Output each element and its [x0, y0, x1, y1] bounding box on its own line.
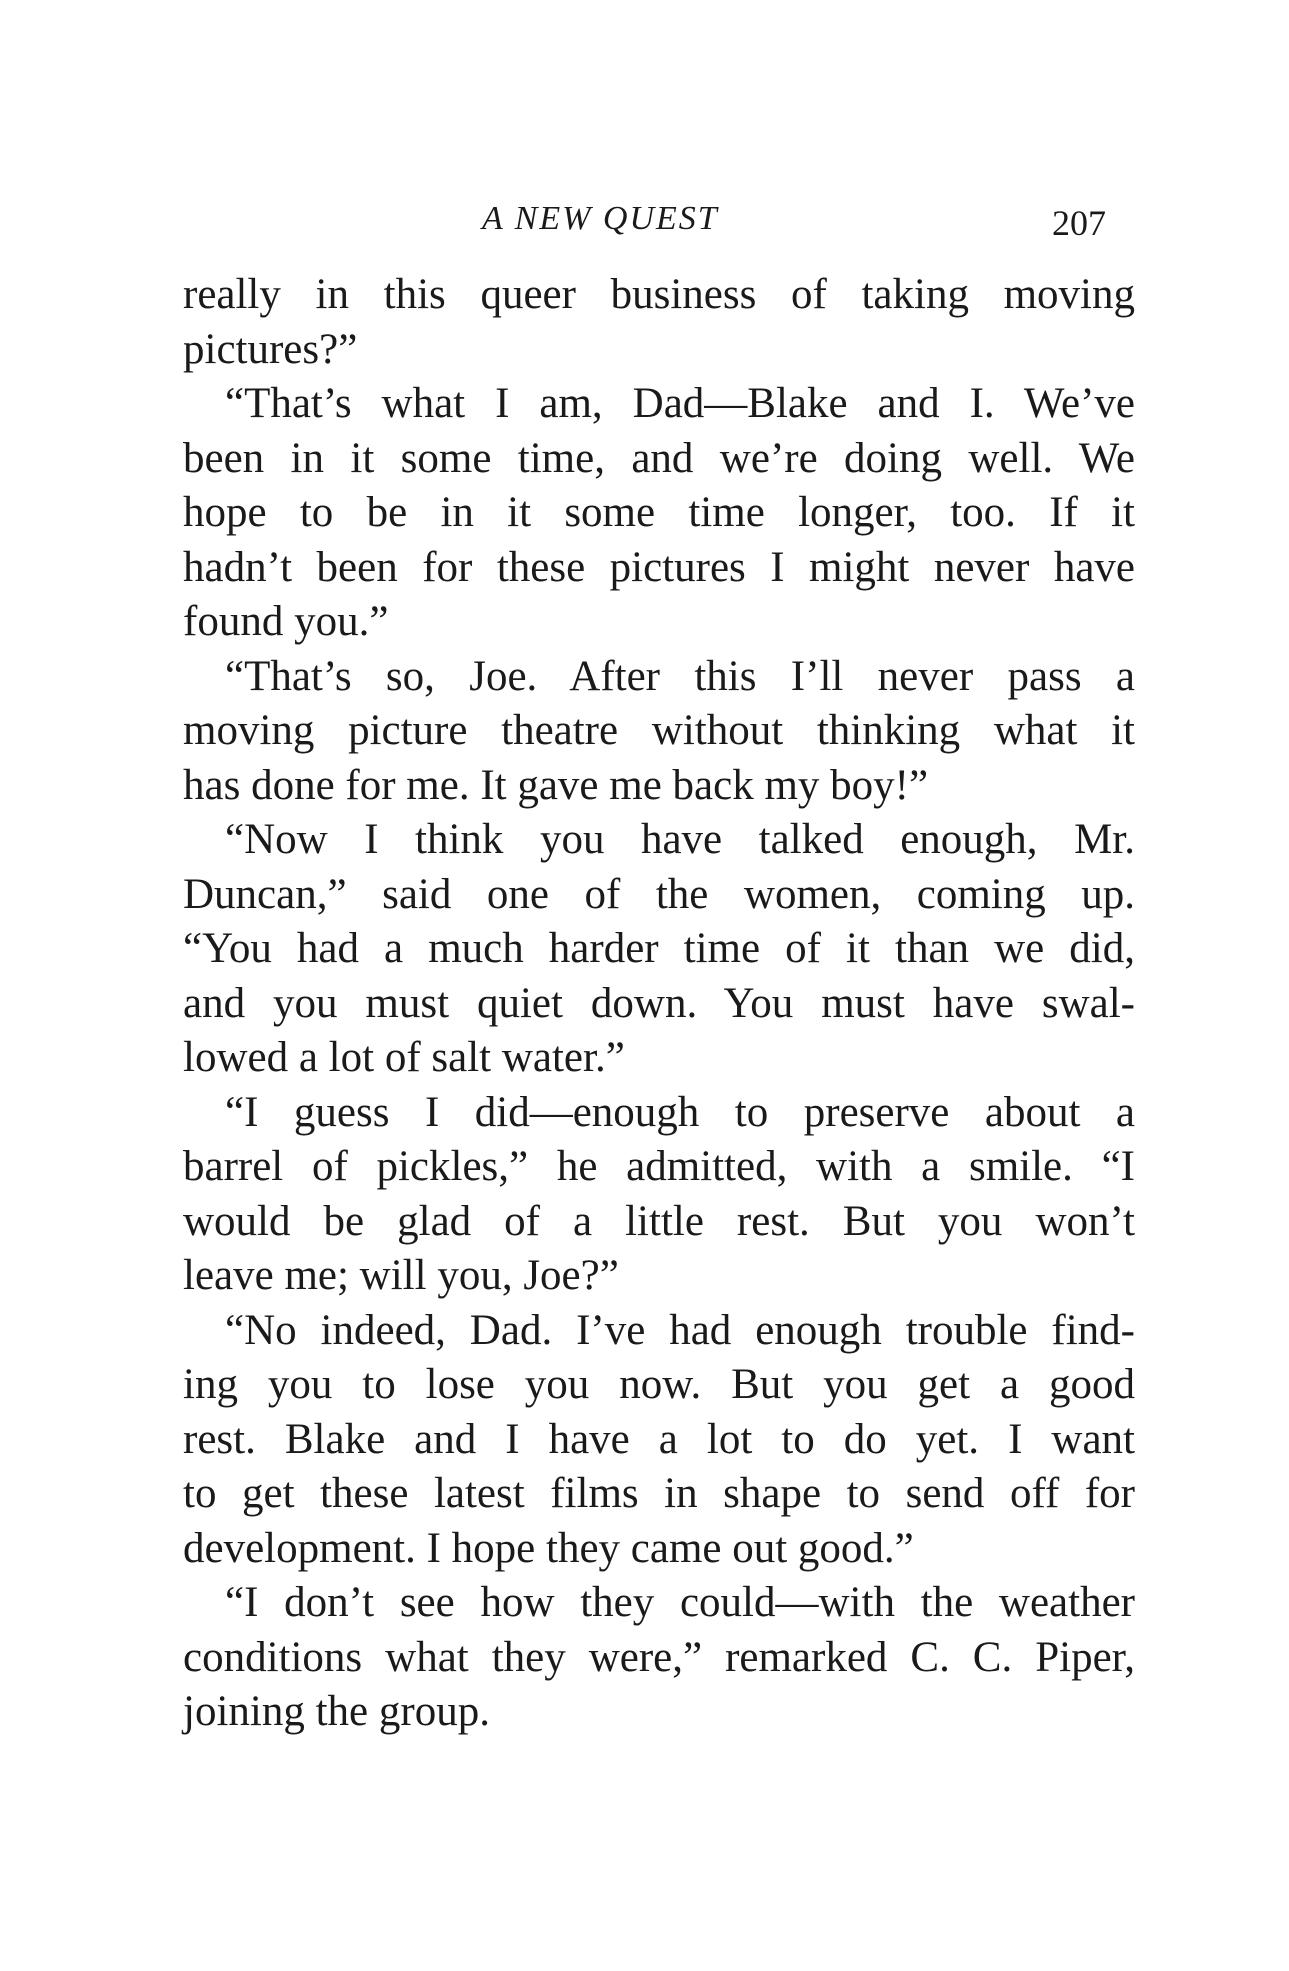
- text-line: hadn’t been for these pictures I might never have: [183, 543, 1135, 591]
- text-line: “I guess I did—enough to preserve about a: [225, 1088, 1135, 1136]
- body-text: [183, 268, 1135, 1740]
- text-line: pictures?”: [183, 325, 358, 373]
- text-line: leave me; will you, Joe?”: [183, 1252, 619, 1299]
- text-line: barrel of pickles,” he admitted, with a smile. “I: [183, 1143, 1135, 1190]
- text-line: to get these latest films in shape to send off for: [183, 1470, 1135, 1517]
- text-line: joining the group.: [183, 1688, 490, 1735]
- text-line: “That’s what I am, Dad—Blake and I. We’ve: [225, 380, 1135, 427]
- text-line: would be glad of a little rest. But you won’t: [183, 1197, 1135, 1245]
- text-line: “You had a much harder time of it than we did,: [183, 925, 1135, 972]
- text-line: “No indeed, Dad. I’ve had enough trouble find-: [225, 1306, 1135, 1354]
- text-line: and you must quiet down. You must have swal-: [183, 979, 1135, 1027]
- text-line: lowed a lot of salt water.”: [183, 1034, 625, 1081]
- text-line: found you.”: [183, 598, 389, 645]
- page-number: 207: [1052, 203, 1106, 243]
- text-line: ing you to lose you now. But you get a good: [183, 1361, 1135, 1408]
- text-line: moving picture theatre without thinking what it: [183, 707, 1135, 754]
- text-line: “That’s so, Joe. After this I’ll never pass a: [225, 652, 1135, 700]
- text-line: has done for me. It gave me back my boy!”: [183, 761, 929, 809]
- text-line: really in this queer business of taking moving: [183, 271, 1135, 318]
- text-line: “Now I think you have talked enough, Mr.: [225, 816, 1135, 863]
- text-line: been in it some time, and we’re doing well. We: [183, 434, 1135, 482]
- text-line: conditions what they were,” remarked C. C. Piper,: [183, 1633, 1135, 1681]
- text-line: “I don’t see how they could—with the weather: [225, 1579, 1135, 1626]
- text-line: rest. Blake and I have a lot to do yet. I want: [183, 1415, 1135, 1463]
- text-line: hope to be in it some time longer, too. If it: [183, 489, 1135, 536]
- text-line: Duncan,” said one of the women, coming up.: [183, 870, 1135, 918]
- running-head: [0, 200, 1289, 248]
- text-line: development. I hope they came out good.”: [183, 1524, 914, 1572]
- running-title: A NEW QUEST: [482, 200, 719, 237]
